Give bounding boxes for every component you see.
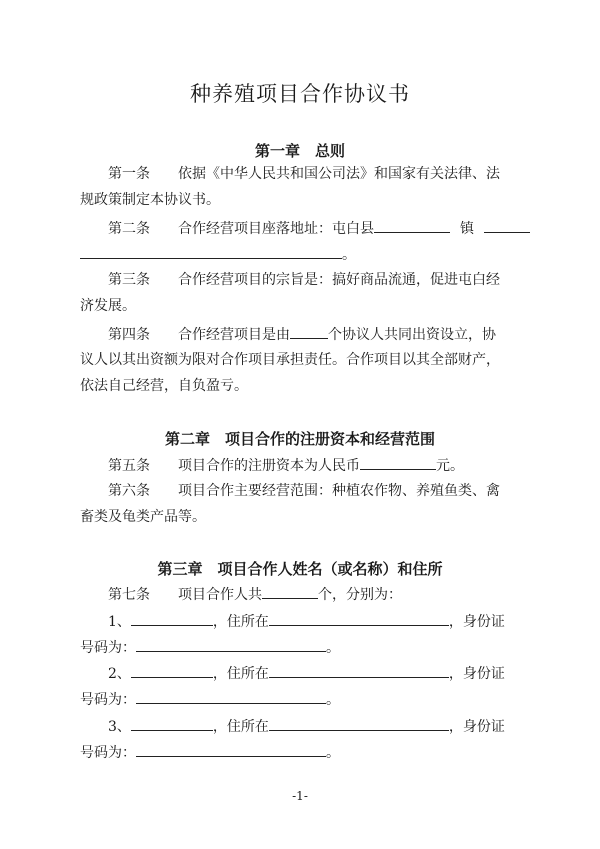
capital-blank[interactable] — [360, 454, 436, 470]
id-end: 。 — [326, 745, 340, 761]
entry-number: 1、 — [108, 614, 131, 630]
article-7-line-1 — [108, 583, 402, 605]
partner-entry-2-id — [80, 688, 340, 710]
article-4-number: 第四条 — [108, 327, 150, 343]
article-6-line-1 — [108, 481, 500, 501]
article-4-line-3: 依法自己经营，自负盈亏。 — [80, 378, 248, 394]
residence-label: ，住所在 — [212, 666, 269, 682]
partner-entry-1-id — [80, 636, 340, 658]
article-6-line-2: 畜类及龟类产品等。 — [80, 509, 206, 525]
article-7-text-a: 项目合作人共 — [178, 587, 262, 603]
article-7-number: 第七条 — [108, 587, 150, 603]
chapter-2-heading: 第二章 项目合作的注册资本和经营范围 — [164, 430, 435, 448]
entry-number: 2、 — [108, 666, 131, 682]
partner-name-blank[interactable] — [131, 610, 213, 626]
chapter-3-heading: 第三章 项目合作人姓名（或名称）和住所 — [157, 560, 443, 578]
article-5-text-b: 元。 — [436, 458, 464, 474]
id-end: 。 — [326, 640, 340, 656]
residence-label: ，住所在 — [212, 614, 269, 630]
article-4-line-1 — [108, 323, 496, 345]
residence-blank[interactable] — [269, 662, 449, 678]
id-number-blank[interactable] — [136, 636, 326, 652]
document-title: 种养殖项目合作协议书 — [190, 82, 410, 106]
residence-label: ，住所在 — [212, 719, 269, 735]
article-1-number: 第一条 — [108, 166, 150, 182]
entry-number: 3、 — [108, 719, 131, 735]
id-number-label: 号码为： — [80, 692, 136, 708]
partner-entry-3 — [108, 715, 505, 737]
article-2-text: 合作经营项目座落地址：屯白县 — [178, 221, 374, 237]
town-blank[interactable] — [374, 217, 450, 233]
id-number-label: 号码为： — [80, 640, 136, 656]
chapter-1-heading: 第一章 总则 — [254, 142, 345, 160]
partner-count-blank[interactable] — [290, 323, 328, 339]
partner-entry-2 — [108, 662, 505, 684]
article-7-text-b: 个，分别为： — [318, 587, 402, 603]
partner-name-blank[interactable] — [131, 662, 213, 678]
article-3-text: 合作经营项目的宗旨是：搞好商品流通，促进屯白经 — [178, 272, 500, 288]
article-1-line-1 — [108, 164, 500, 184]
id-card-label: ，身份证 — [448, 719, 505, 735]
article-6-text: 项目合作主要经营范围：种植农作物、养殖鱼类、禽 — [178, 483, 500, 499]
residence-blank[interactable] — [269, 715, 449, 731]
article-4-text-a: 合作经营项目是由 — [178, 327, 290, 343]
article-4-line-2: 议人以其出资额为限对合作项目承担责任。合作项目以其全部财产， — [80, 352, 500, 368]
article-3-line-1 — [108, 270, 500, 290]
partner-name-blank[interactable] — [131, 715, 213, 731]
article-1-text: 依据《中华人民共和国公司法》和国家有关法律、法 — [178, 166, 500, 182]
id-end: 。 — [326, 692, 340, 708]
article-3-line-2: 济发展。 — [80, 298, 136, 314]
article-4-text-b: 个协议人共同出资设立，协 — [328, 327, 496, 343]
article-3-number: 第三条 — [108, 272, 150, 288]
article-2-line-1 — [108, 217, 530, 239]
article-6-number: 第六条 — [108, 483, 150, 499]
residence-blank[interactable] — [269, 610, 449, 626]
id-card-label: ，身份证 — [448, 666, 505, 682]
article-1-line-2: 规政策制定本协议书。 — [80, 192, 220, 208]
town-suffix: 镇 — [460, 221, 474, 237]
article-2-end: 。 — [342, 247, 356, 263]
article-2-line-2 — [80, 243, 356, 265]
article-5-line-1 — [108, 454, 464, 476]
address-blank-2[interactable] — [80, 243, 342, 259]
article-2-number: 第二条 — [108, 221, 150, 237]
id-number-blank[interactable] — [136, 688, 326, 704]
id-number-blank[interactable] — [136, 741, 326, 757]
partner-entry-3-id — [80, 741, 340, 763]
id-card-label: ，身份证 — [448, 614, 505, 630]
article-5-text-a: 项目合作的注册资本为人民币 — [178, 458, 360, 474]
address-blank-1[interactable] — [484, 217, 530, 233]
article-5-number: 第五条 — [108, 458, 150, 474]
partner-entry-1 — [108, 610, 505, 632]
partner-total-blank[interactable] — [262, 583, 318, 599]
id-number-label: 号码为： — [80, 745, 136, 761]
page-number: -1- — [292, 789, 308, 803]
